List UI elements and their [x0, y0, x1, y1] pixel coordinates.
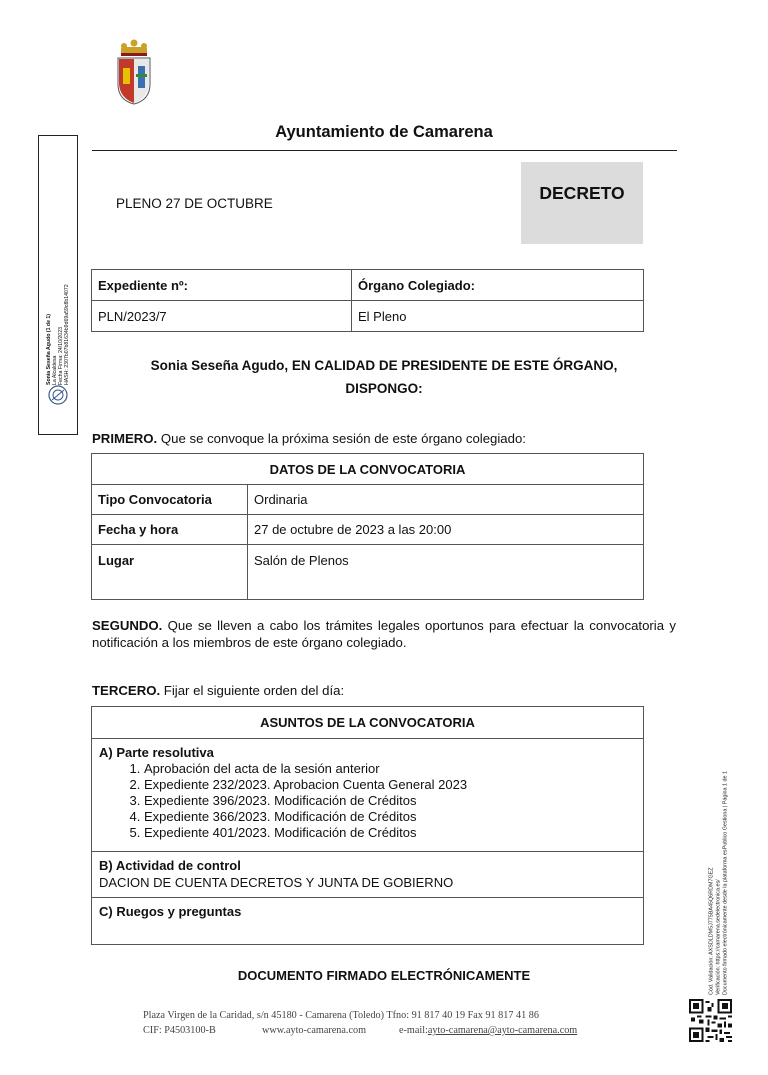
signature-date: Fecha Firma: 24/10/2023	[58, 327, 64, 385]
header-divider	[92, 150, 677, 151]
footer-address: Plaza Virgen de la Caridad, s/n 45180 - Camarena (Toledo) Tfno: 91 817 40 19 Fax 91 817 41 86	[143, 1010, 539, 1021]
decreto-badge: DECRETO	[521, 162, 643, 244]
section-a-title: A) Parte resolutiva	[99, 745, 214, 760]
agenda-list	[99, 761, 636, 841]
signature-panel	[38, 135, 78, 435]
convocatoria-table	[91, 453, 644, 600]
footer-web[interactable]: www.ayto-camarena.com	[262, 1025, 366, 1036]
primero-text: Que se convoque la próxima sesión de este órgano colegiado:	[157, 431, 526, 446]
table-row	[92, 545, 644, 600]
footer-email-label: e-mail:	[399, 1025, 428, 1036]
row-label: Fecha y hora	[92, 515, 248, 545]
tercero-paragraph	[92, 682, 344, 699]
verification-panel	[700, 675, 738, 995]
signature-role: La Alcaldesa	[52, 355, 58, 385]
signed-notice: DOCUMENTO FIRMADO ELECTRÓNICAMENTE	[237, 968, 531, 983]
list-item: 4. Expediente 366/2023. Modificación de Créditos	[144, 809, 636, 825]
row-label: Lugar	[92, 545, 248, 600]
qr-code-icon	[689, 999, 732, 1042]
section-b-title: B) Actividad de control	[99, 858, 241, 873]
asuntos-heading: ASUNTOS DE LA CONVOCATORIA	[92, 707, 643, 739]
expediente-header: Expediente nº:	[92, 270, 352, 301]
municipal-crest-logo	[112, 38, 156, 106]
section-b-text: DACION DE CUENTA DECRETOS Y JUNTA DE GOBIERNO	[99, 875, 454, 890]
table-row	[92, 515, 644, 545]
section-parte-resolutiva	[92, 739, 643, 852]
expediente-value: PLN/2023/7	[92, 301, 352, 332]
footer-email	[399, 1023, 577, 1038]
president-line-1: Sonia Seseña Agudo, EN CALIDAD DE PRESIDENTE DE ESTE ÓRGANO,	[150, 358, 618, 373]
president-line-2: DISPONGO:	[345, 381, 423, 396]
expediente-table	[91, 269, 644, 332]
signature-hash: HASH: 2307b07b81634b9d69a59c8b14072	[64, 284, 70, 385]
president-statement	[92, 354, 676, 400]
tercero-label: TERCERO.	[92, 683, 161, 698]
list-item: 2. Expediente 232/2023. Aprobacion Cuenta General 2023	[144, 777, 636, 793]
section-c-title: C) Ruegos y preguntas	[99, 904, 242, 919]
footer-email-link[interactable]: ayto-camarena@ayto-camarena.com	[427, 1025, 578, 1036]
organo-value: El Pleno	[352, 301, 644, 332]
segundo-text: Que se lleven a cabo los trámites legales oportunos para efectuar la convocatoria y notificación a los miembros de este órgano colegiado.	[92, 618, 676, 650]
row-value: Ordinaria	[248, 485, 644, 515]
row-label: Tipo Convocatoria	[92, 485, 248, 515]
page-footer	[92, 1008, 676, 1038]
verification-url[interactable]: Verificación: https://camarena.sedelectronica.es/	[715, 879, 722, 995]
segundo-label: SEGUNDO.	[92, 618, 163, 633]
section-ruegos	[92, 898, 643, 944]
table-row	[92, 485, 644, 515]
pleno-heading: PLENO 27 DE OCTUBRE	[116, 196, 273, 211]
section-actividad-control	[92, 852, 643, 898]
tercero-text: Fijar el siguiente orden del día:	[160, 683, 345, 698]
list-item: 5. Expediente 401/2023. Modificación de Créditos	[144, 825, 636, 841]
list-item: 3. Expediente 396/2023. Modificación de Créditos	[144, 793, 636, 809]
verification-note: Documento firmado electrónicamente desde la plataforma esPublico Gestiona | Página 1 de 1	[722, 770, 729, 995]
organo-header: Órgano Colegiado:	[352, 270, 644, 301]
primero-paragraph	[92, 430, 526, 447]
primero-label: PRIMERO.	[92, 431, 158, 446]
list-item: 1. Aprobación del acta de la sesión anterior	[144, 761, 636, 777]
verification-code: Cód. Validación: AXSDLDM5J775BA45Q6RDM7GEZ	[708, 867, 715, 995]
segundo-paragraph	[92, 617, 676, 651]
footer-cif: CIF: P4503100-B	[143, 1025, 216, 1036]
convocatoria-heading: DATOS DE LA CONVOCATORIA	[92, 454, 644, 485]
signature-seal-icon	[47, 384, 69, 406]
row-value: Salón de Plenos	[248, 545, 644, 600]
page-title: Ayuntamiento de Camarena	[275, 123, 493, 141]
asuntos-table	[91, 706, 644, 945]
row-value: 27 de octubre de 2023 a las 20:00	[248, 515, 644, 545]
signature-name: Sonia Seseña Agudo (1 de 1)	[46, 313, 52, 385]
